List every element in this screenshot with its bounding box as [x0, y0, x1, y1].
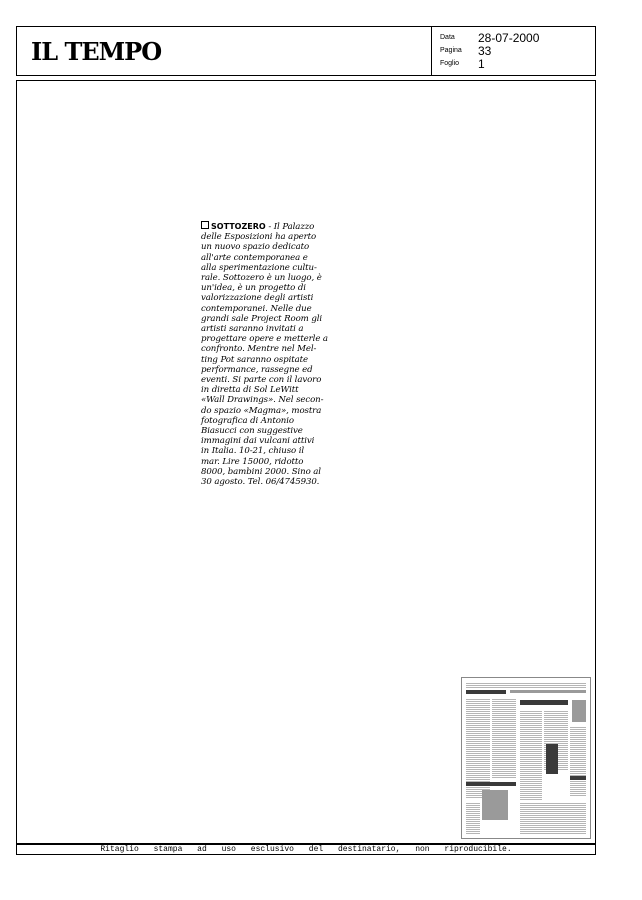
page-thumbnail: [461, 677, 591, 839]
meta-value-sheet: 1: [478, 57, 485, 71]
meta-value-date: 28-07-2000: [478, 31, 540, 45]
page-header: [16, 26, 596, 76]
page-footer: [16, 844, 596, 855]
square-bullet-icon: [201, 221, 209, 229]
meta-row-page: [440, 44, 590, 58]
clipping-meta: [431, 27, 596, 75]
footer-disclaimer: Ritaglio stampa ad uso esclusivo del destinatario, non riproducibile.: [100, 845, 512, 854]
meta-key-date: Data: [440, 34, 455, 41]
meta-key-page: Pagina: [440, 47, 462, 54]
meta-key-sheet: Foglio: [440, 60, 460, 67]
article-body: - Il Palazzo delle Esposizioni ha aperto un nuovo spazio dedicato all'arte contemporanea e alla sperimentazione cultu- rale. Sottozero è un luogo, è un'idea, è un progetto di valorizzazione degli artisti contemporanei. Nelle due grandi sale Project Room gli artisti saranno invitati a progettare opere e metterle a confronto. Mentre nel Mel- ting Pot saranno ospitate performance, rassegne ed eventi. Si parte con il lavoro in diretta di Sol LeWitt «Wall Drawings». Nel secon- do spazio «Magma», mostra fotografica di Antonio Biasucci con suggestive immagini dai vulcani attivi in Italia. 10-21, chiuso il mar. Lire 15000, ridotto 8000, bambini 2000. Sino al 30 agosto. Tel. 06/4745930.: [201, 222, 328, 488]
article-text: [201, 221, 347, 487]
clipping-area: [16, 80, 596, 844]
meta-value-page: 33: [478, 44, 492, 58]
article-kicker: SOTTOZERO: [211, 222, 266, 231]
article: [201, 221, 347, 487]
meta-row-sheet: [440, 57, 590, 71]
masthead-logo: IL TEMPO: [31, 37, 162, 66]
meta-row-date: [440, 31, 590, 45]
